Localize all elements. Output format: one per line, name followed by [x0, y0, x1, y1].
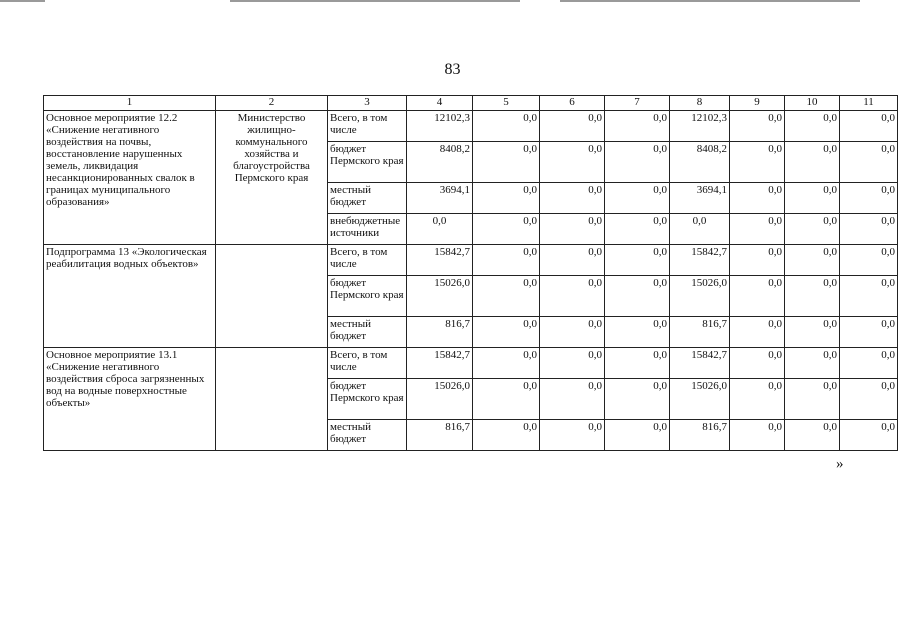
- column-header: 7: [605, 96, 670, 111]
- value-cell: 0,0: [473, 183, 540, 214]
- value-cell: 15842,7: [407, 348, 473, 379]
- value-cell: 0,0: [605, 348, 670, 379]
- value-cell: 0,0: [473, 111, 540, 142]
- value-cell: 12102,3: [407, 111, 473, 142]
- column-header: 5: [473, 96, 540, 111]
- value-cell: 0,0: [730, 420, 785, 451]
- value-cell: 0,0: [540, 420, 605, 451]
- value-cell: 0,0: [473, 348, 540, 379]
- value-cell: 15026,0: [407, 379, 473, 420]
- value-cell: 0,0: [540, 245, 605, 276]
- value-cell: 0,0: [540, 142, 605, 183]
- value-cell: 0,0: [730, 245, 785, 276]
- funding-source-cell: местный бюджет: [328, 317, 407, 348]
- page-number: 83: [444, 61, 461, 78]
- value-cell: 0,0: [605, 183, 670, 214]
- value-cell: 0,0: [605, 111, 670, 142]
- value-cell: 816,7: [670, 317, 730, 348]
- funding-source-cell: Всего, в том числе: [328, 245, 407, 276]
- value-cell: 0,0: [730, 111, 785, 142]
- executor-cell: Министерство жилищно-коммунального хозяйства и благоустройства Пермского края: [216, 111, 328, 245]
- table-row: [44, 348, 898, 379]
- value-cell: 0,0: [785, 111, 840, 142]
- column-header: 3: [328, 96, 407, 111]
- value-cell: 0,0: [473, 276, 540, 317]
- value-cell: 0,0: [605, 142, 670, 183]
- value-cell: 0,0: [840, 214, 898, 245]
- value-cell: 15026,0: [670, 379, 730, 420]
- value-cell: 0,0: [840, 348, 898, 379]
- column-header: 2: [216, 96, 328, 111]
- value-cell: 0,0: [840, 183, 898, 214]
- value-cell: 0,0: [730, 214, 785, 245]
- value-cell: 0,0: [730, 348, 785, 379]
- value-cell: 0,0: [840, 245, 898, 276]
- value-cell: 0,0: [540, 317, 605, 348]
- value-cell: 0,0: [730, 379, 785, 420]
- activity-name-cell: Основное мероприятие 13.1 «Снижение негативного воздействия сброса загрязненных вод на водные поверхностные объекты»: [44, 348, 216, 451]
- value-cell: 0,0: [785, 276, 840, 317]
- column-header: 6: [540, 96, 605, 111]
- value-cell: 0,0: [840, 276, 898, 317]
- column-header: 10: [785, 96, 840, 111]
- funding-source-cell: бюджет Пермского края: [328, 276, 407, 317]
- value-cell: 0,0: [785, 214, 840, 245]
- executor-cell: [216, 348, 328, 451]
- value-cell: 3694,1: [407, 183, 473, 214]
- closing-quote: »: [836, 456, 844, 472]
- funding-source-cell: бюджет Пермского края: [328, 142, 407, 183]
- value-cell: 0,0: [730, 183, 785, 214]
- value-cell: 15026,0: [407, 276, 473, 317]
- value-cell: 0,0: [473, 245, 540, 276]
- value-cell: 0,0: [840, 379, 898, 420]
- activity-name-cell: Основное мероприятие 12.2 «Снижение негативного воздействия на почвы, восстановление нарушенных земель, ликвидация несанкционированных свалок в границах муниципального образования»: [44, 111, 216, 245]
- value-cell: 0,0: [605, 214, 670, 245]
- value-cell: 0,0: [605, 276, 670, 317]
- funding-source-cell: Всего, в том числе: [328, 111, 407, 142]
- value-cell: 0,0: [840, 142, 898, 183]
- value-cell: 15842,7: [407, 245, 473, 276]
- header-row: [44, 96, 898, 111]
- value-cell: 0,0: [407, 214, 473, 245]
- scan-edge-right: [560, 0, 860, 2]
- value-cell: 0,0: [605, 317, 670, 348]
- value-cell: 0,0: [473, 142, 540, 183]
- funding-source-cell: бюджет Пермского края: [328, 379, 407, 420]
- scan-edge-left: [0, 0, 45, 2]
- value-cell: 0,0: [670, 214, 730, 245]
- scan-edge-center: [230, 0, 520, 2]
- value-cell: 0,0: [785, 183, 840, 214]
- value-cell: 0,0: [785, 348, 840, 379]
- value-cell: 15026,0: [670, 276, 730, 317]
- value-cell: 15842,7: [670, 245, 730, 276]
- value-cell: 816,7: [407, 420, 473, 451]
- value-cell: 0,0: [840, 420, 898, 451]
- value-cell: 0,0: [473, 214, 540, 245]
- value-cell: 15842,7: [670, 348, 730, 379]
- funding-source-cell: внебюджетные источники: [328, 214, 407, 245]
- column-header: 1: [44, 96, 216, 111]
- value-cell: 0,0: [730, 317, 785, 348]
- value-cell: 0,0: [540, 379, 605, 420]
- table-row: [44, 245, 898, 276]
- value-cell: 0,0: [785, 420, 840, 451]
- value-cell: 0,0: [473, 317, 540, 348]
- executor-cell: [216, 245, 328, 348]
- value-cell: 0,0: [473, 379, 540, 420]
- value-cell: 12102,3: [670, 111, 730, 142]
- funding-source-cell: Всего, в том числе: [328, 348, 407, 379]
- value-cell: 0,0: [540, 183, 605, 214]
- column-header: 8: [670, 96, 730, 111]
- value-cell: 0,0: [840, 317, 898, 348]
- value-cell: 0,0: [840, 111, 898, 142]
- value-cell: 0,0: [605, 379, 670, 420]
- value-cell: 0,0: [540, 111, 605, 142]
- value-cell: 0,0: [785, 245, 840, 276]
- value-cell: 0,0: [730, 276, 785, 317]
- column-header: 4: [407, 96, 473, 111]
- column-header: 9: [730, 96, 785, 111]
- value-cell: 0,0: [785, 379, 840, 420]
- budget-table: [43, 95, 898, 451]
- activity-name-cell: Подпрограмма 13 «Экологическая реабилитация водных объектов»: [44, 245, 216, 348]
- funding-source-cell: местный бюджет: [328, 420, 407, 451]
- value-cell: 0,0: [540, 214, 605, 245]
- value-cell: 0,0: [785, 142, 840, 183]
- column-header: 11: [840, 96, 898, 111]
- value-cell: 816,7: [670, 420, 730, 451]
- value-cell: 0,0: [785, 317, 840, 348]
- value-cell: 0,0: [540, 348, 605, 379]
- funding-source-cell: местный бюджет: [328, 183, 407, 214]
- value-cell: 3694,1: [670, 183, 730, 214]
- value-cell: 0,0: [605, 245, 670, 276]
- value-cell: 816,7: [407, 317, 473, 348]
- value-cell: 8408,2: [670, 142, 730, 183]
- value-cell: 0,0: [540, 276, 605, 317]
- value-cell: 0,0: [473, 420, 540, 451]
- table-row: [44, 111, 898, 142]
- value-cell: 0,0: [730, 142, 785, 183]
- value-cell: 8408,2: [407, 142, 473, 183]
- value-cell: 0,0: [605, 420, 670, 451]
